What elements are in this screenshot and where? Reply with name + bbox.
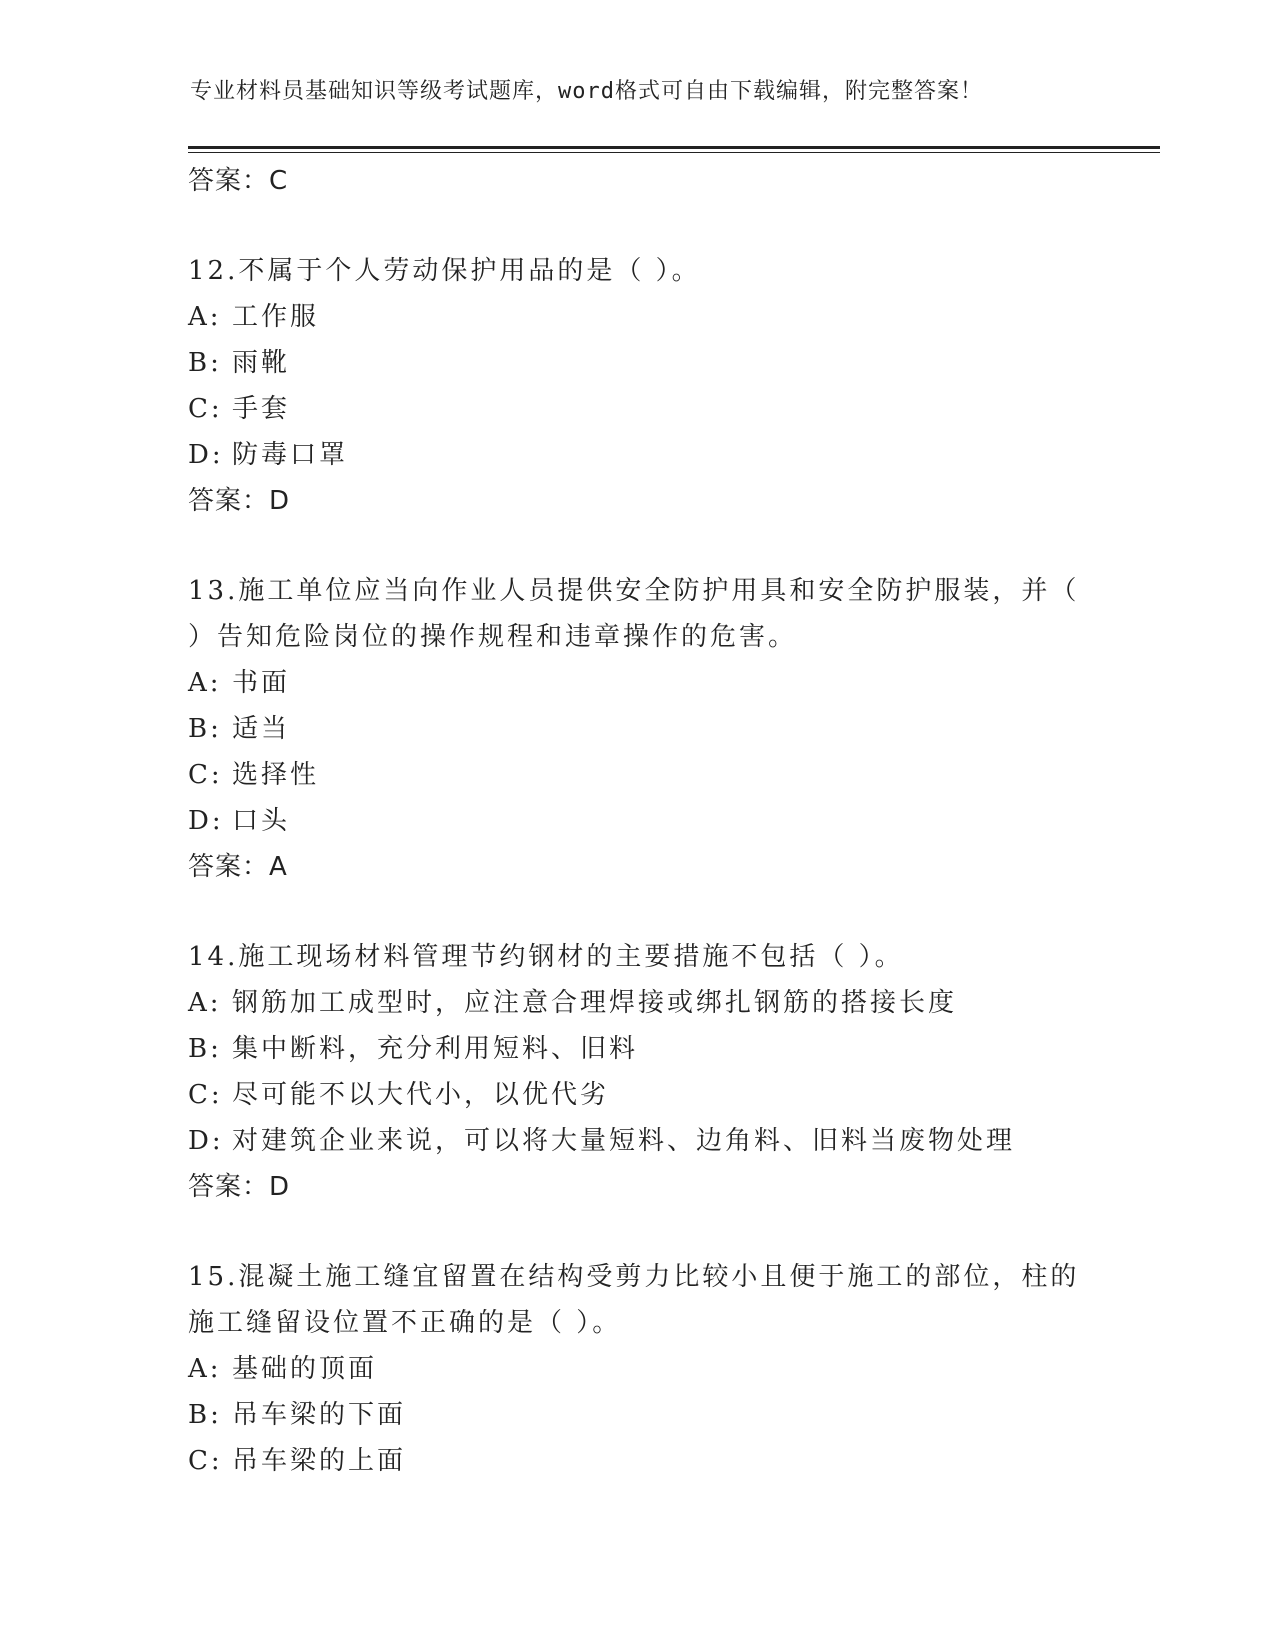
- option-d: [188, 1118, 1088, 1164]
- question-stem: 14.施工现场材料管理节约钢材的主要措施不包括（ ）。: [188, 942, 904, 972]
- header-rule-thin: [188, 152, 1160, 153]
- option-text: 工作服: [232, 302, 320, 332]
- answer-line: 答案：C: [188, 166, 289, 196]
- option-text: 口头: [232, 806, 291, 836]
- option-text: 吊车梁的下面: [232, 1400, 407, 1430]
- question-stem: 12.不属于个人劳动保护用品的是（ ）。: [188, 256, 701, 286]
- option-key: C:: [188, 1080, 223, 1110]
- option-text: 钢筋加工成型时，应注意合理焊接或绑扎钢筋的搭接长度: [232, 988, 958, 1018]
- question-block: [188, 1254, 1088, 1484]
- option-b: [188, 1392, 1088, 1438]
- page-header: 专业材料员基础知识等级考试题库，word格式可自由下载编辑，附完整答案！: [190, 79, 983, 104]
- option-key: B:: [188, 1034, 222, 1064]
- option-text: 吊车梁的上面: [232, 1446, 407, 1476]
- option-a: [188, 980, 1088, 1026]
- option-text: 防毒口罩: [232, 440, 349, 470]
- option-key: A:: [188, 302, 222, 332]
- header-rule-thick: [188, 146, 1160, 149]
- option-key: A:: [188, 1354, 222, 1384]
- option-key: D:: [188, 1126, 224, 1156]
- answer-line: 答案：D: [188, 486, 291, 516]
- option-text: 集中断料，充分利用短料、旧料: [232, 1034, 639, 1064]
- question-stem-continued: ）告知危险岗位的操作规程和违章操作的危害。: [188, 622, 798, 652]
- option-b: [188, 706, 1088, 752]
- option-text: 适当: [232, 714, 291, 744]
- option-key: C:: [188, 760, 223, 790]
- question-stem: 15.混凝土施工缝宜留置在结构受剪力比较小且便于施工的部位，柱的: [188, 1262, 1080, 1292]
- option-key: B:: [188, 1400, 222, 1430]
- option-b: [188, 1026, 1088, 1072]
- option-a: [188, 294, 1088, 340]
- option-c: [188, 386, 1088, 432]
- question-stem-continued: 施工缝留设位置不正确的是（ ）。: [188, 1308, 622, 1338]
- question-stem: 13.施工单位应当向作业人员提供安全防护用具和安全防护服装，并（: [188, 576, 1080, 606]
- question-block: [188, 568, 1088, 890]
- option-a: [188, 660, 1088, 706]
- option-text: 尽可能不以大代小，以优代劣: [232, 1080, 610, 1110]
- option-text: 选择性: [232, 760, 320, 790]
- option-text: 对建筑企业来说，可以将大量短料、边角料、旧料当废物处理: [232, 1126, 1016, 1156]
- option-text: 基础的顶面: [232, 1354, 378, 1384]
- option-a: [188, 1346, 1088, 1392]
- answer-line: 答案：A: [188, 852, 288, 882]
- option-text: 书面: [232, 668, 291, 698]
- option-key: A:: [188, 668, 222, 698]
- option-text: 雨靴: [232, 348, 291, 378]
- option-d: [188, 432, 1088, 478]
- question-block: [188, 248, 1088, 524]
- question-block: [188, 934, 1088, 1210]
- option-c: [188, 752, 1088, 798]
- option-key: D:: [188, 806, 224, 836]
- option-key: D:: [188, 440, 224, 470]
- option-key: A:: [188, 988, 222, 1018]
- option-key: C:: [188, 1446, 223, 1476]
- option-b: [188, 340, 1088, 386]
- option-c: [188, 1438, 1088, 1484]
- option-key: B:: [188, 348, 222, 378]
- option-text: 手套: [232, 394, 291, 424]
- answer-line: 答案：D: [188, 1172, 291, 1202]
- option-c: [188, 1072, 1088, 1118]
- option-d: [188, 798, 1088, 844]
- option-key: B:: [188, 714, 222, 744]
- document-body: [188, 158, 1088, 1484]
- option-key: C:: [188, 394, 223, 424]
